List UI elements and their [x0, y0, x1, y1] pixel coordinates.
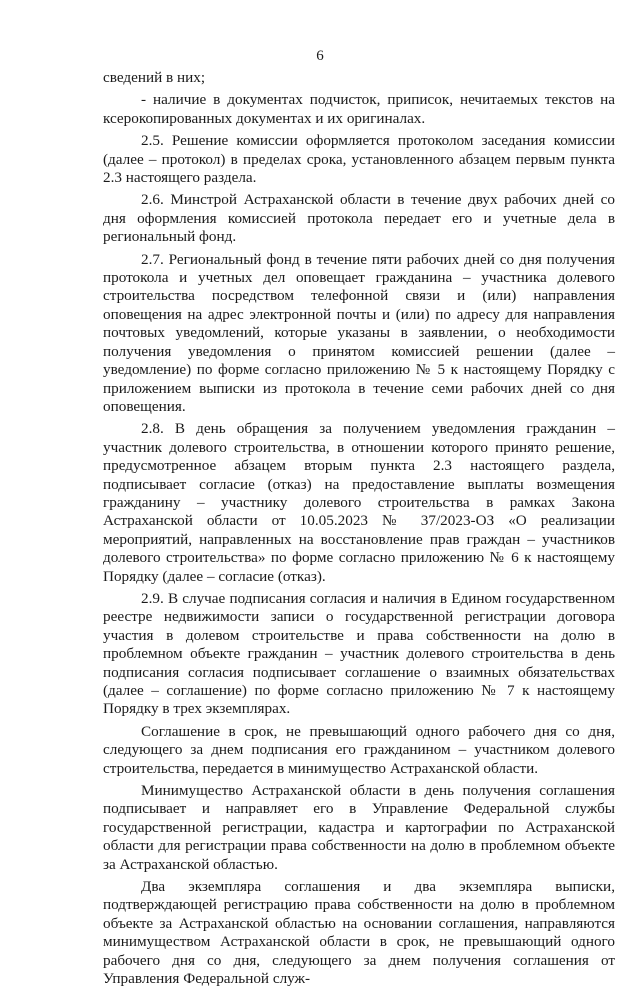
paragraph-2-8: 2.8. В день обращения за получением уведомления гражданин – участник долевого строительства, в отношении которого принято решение, предусмотренное абзацем вторым пункта 2.3 настоящего раздела, подписывает согласие (отказ) на предоставление выплаты возмещения гражданину – участнику долевого строительства в рамках Закона Астраханской области от 10.05.2023 № 37/2023-ОЗ «О реализации мероприятий, направленных на восстановление прав граждан – участников долевого строительства» по форме согласно приложению № 6 к настоящему Порядку (далее – согласие (отказ).: [103, 420, 615, 585]
paragraph-2-9: 2.9. В случае подписания согласия и наличия в Едином государственном реестре недвижимости записи о государственной регистрации договора участия в долевом строительстве и права собственности на долю в проблемном объекте гражданин – участник долевого строительства в день подписания согласия подписывает соглашение о взаимных обязательствах (далее – соглашение) по форме согласно приложению № 7 к настоящему Порядку в трех экземплярах.: [103, 589, 615, 718]
paragraph-ministry-signing: Минимущество Астраханской области в день получения соглашения подписывает и направляет его в Управление Федеральной службы государственной регистрации, кадастра и картографии по Астраханской области для регистрации права собственности на долю в проблемном объекте за Астраханской областью.: [103, 782, 615, 873]
paragraph-copies: Два экземпляра соглашения и два экземпляра выписки, подтверждающей регистрацию права собственности на долю в проблемном объекте за Астраханской областью на основании соглашения, направляются минимуществом Астраханской области в срок, не превышающий одного рабочего дня со дня, следующего за днем получения соглашения от Управления Федеральной служ-: [103, 878, 615, 988]
paragraph-2-6: 2.6. Минстрой Астраханской области в течение двух рабочих дней со дня оформления комиссией протокола передает его и учетные дела в региональный фонд.: [103, 191, 615, 246]
page-number: 6: [316, 48, 324, 64]
paragraph-2-7: 2.7. Региональный фонд в течение пяти рабочих дней со дня получения протокола и учетных дел оповещает гражданина – участника долевого строительства посредством телефонной связи и (или) направления оповещения на адрес электронной почты и (или) по адресу для направления почтовых уведомлений, которые указаны в заявлении, о необходимости получения уведомления о принятом комиссией решении (далее – уведомление) по форме согласно приложению № 5 к настоящему Порядку с приложением выписки из протокола в течение семи рабочих дней со дня оповещения.: [103, 250, 615, 415]
paragraph-2-5: 2.5. Решение комиссии оформляется протоколом заседания комиссии (далее – протокол) в пределах срока, установленного абзацем первым пункта 2.3 настоящего раздела.: [103, 132, 615, 187]
document-body: [103, 69, 615, 993]
paragraph-continuation: сведений в них;: [103, 69, 206, 86]
paragraph-list-item: - наличие в документах подчисток, приписок, нечитаемых текстов на ксерокопированных документах и их оригиналах.: [103, 91, 615, 127]
paragraph-agreement-transfer: Соглашение в срок, не превышающий одного рабочего дня со дня, следующего за днем подписания его гражданином – участником долевого строительства, передается в минимущество Астраханской области.: [103, 722, 615, 777]
